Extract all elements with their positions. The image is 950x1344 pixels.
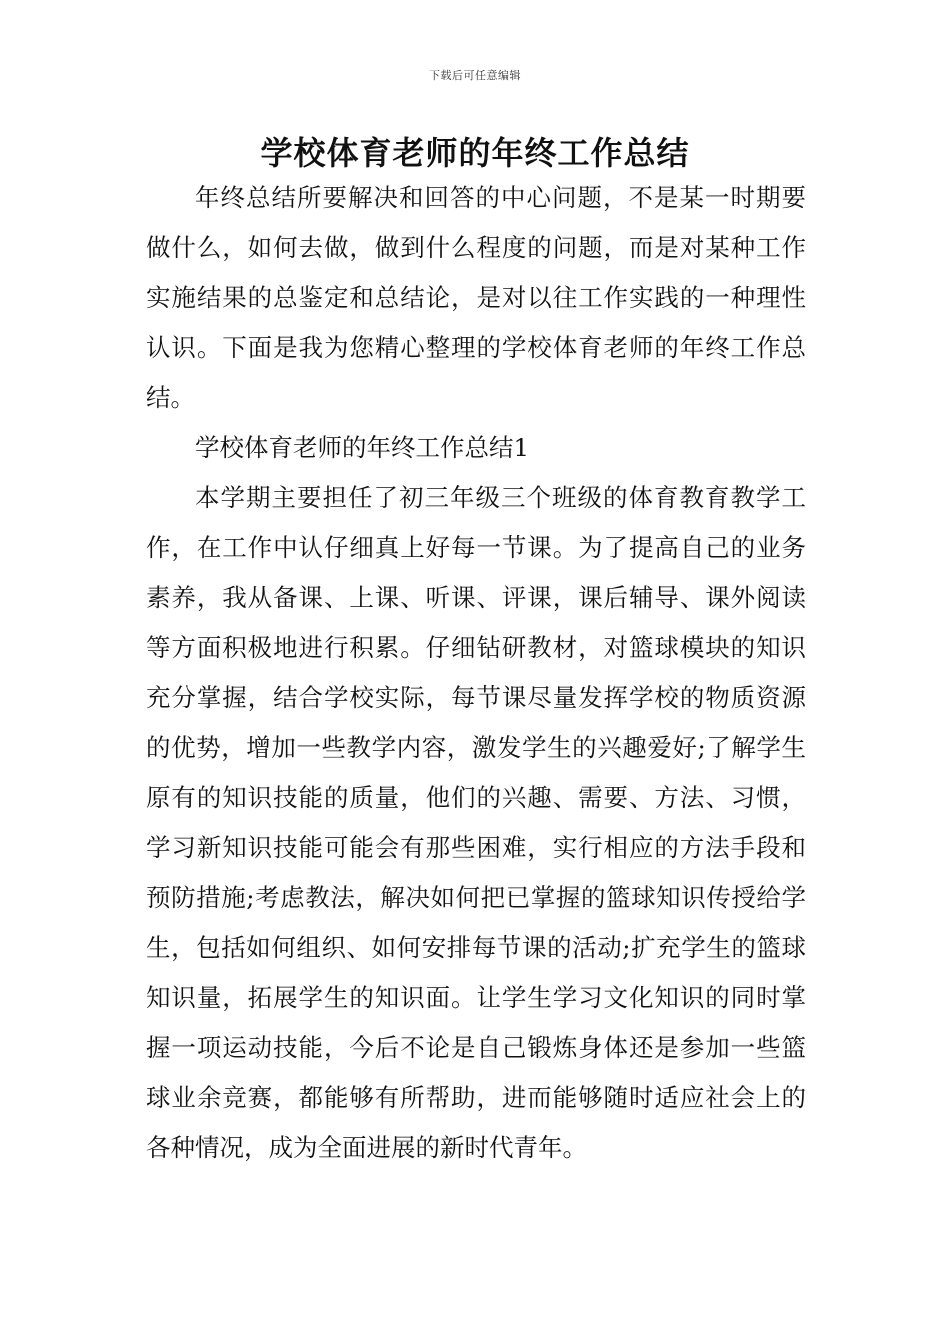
document-title: 学校体育老师的年终工作总结 (260, 134, 690, 172)
section-heading: 学校体育老师的年终工作总结1 (195, 433, 530, 462)
body-paragraph: 本学期主要担任了初三年级三个班级的体育教育教学工作，在工作中认仔细真上好每一节课。为了提高自己的业务素养，我从备课、上课、听课、评课，课后辅导、课外阅读等方面积极地进行积累。仔细钻研教材，对篮球模块的知识充分掌握，结合学校实际，每节课尽量发挥学校的物质资源的优势，增加一些教学内容，激发学生的兴趣爱好;了解学生原有的知识技能的质量，他们的兴趣、需要、方法、习惯，学习新知识技能可能会有那些困难，实行相应的方法手段和预防措施;考虑教法，解决如何把已掌握的篮球知识传授给学生，包括如何组织、如何安排每节课的活动;扩充学生的篮球知识量，拓展学生的知识面。让学生学习文化知识的同时掌握一项运动技能，今后不论是自己锻炼身体还是参加一些篮球业余竞赛，都能够有所帮助，进而能够随时适应社会上的各种情况，成为全面进展的新时代青年。 (146, 483, 806, 1162)
header-note: 下载后可任意编辑 (429, 69, 521, 82)
intro-paragraph: 年终总结所要解决和回答的中心问题，不是某一时期要做什么，如何去做，做到什么程度的问题，而是对某种工作实施结果的总鉴定和总结论，是对以往工作实践的一种理性认识。下面是我为您精心整理的学校体育老师的年终工作总结。 (146, 183, 806, 412)
